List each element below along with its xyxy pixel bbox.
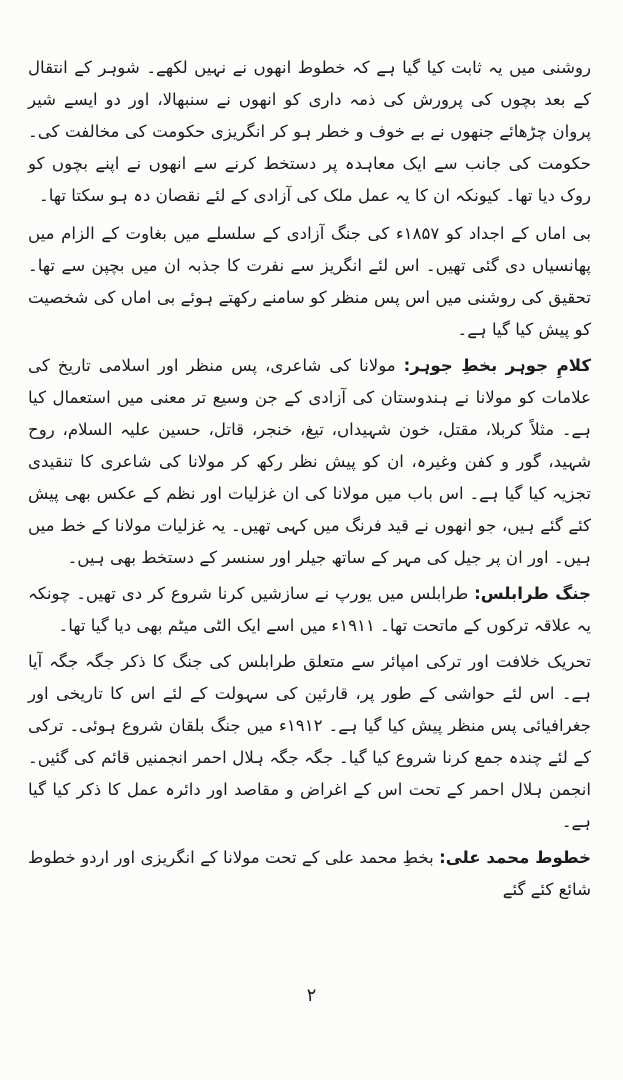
paragraph-text: روشنی میں یہ ثابت کیا گیا ہے کہ خطوط انھوں نے نہیں لکھے۔ شوہر کے انتقال کے بعد بچوں کی پرورش کی ذمہ داری کو انھوں نے سنبھالا، اور دو ایسے شیر پروان چڑھائے جنھوں نے بے خوف و خطر ہو کر انگریزی حکومت کی مخالفت کی۔ حکومت کی جانب سے ایک معاہدہ پر دستخط کرنے سے انھوں نے اپنے بچوں کو روک دیا تھا۔ کیونکہ ان کا یہ عمل ملک کی آزادی کے لئے نقصان دہ ہو سکتا تھا۔ bbox=[28, 58, 591, 205]
section-heading: خطوط محمد علی: bbox=[439, 848, 591, 867]
page-number: ۲ bbox=[306, 985, 317, 1006]
paragraph-text: مولانا کی شاعری، پس منظر اور اسلامی تاریخ کی علامات کو مولانا نے ہندوستان کی آزادی کے جن وسیع تر معنی میں استعمال کیا ہے۔ مثلاً کربلا، مقتل، خون شہیداں، تیغ، خنجر، قاتل، حسین علیہ السلام، روح شہید، گور و کفن وغیرہ، ان کو پیش نظر رکھ کر مولانا کی شاعری کا تنقیدی تجزیہ کیا گیا ہے۔ اس باب میں مولانا کی ان غزلیات اور نظم کے عکس بھی پیش کئے گئے ہیں، جو انھوں نے قید فرنگ میں کہی تھیں۔ یہ غزلیات مولانا کے خط میں ہیں۔ اور ان پر جیل کی مہر کے ساتھ جیلر اور سنسر کے دستخط بھی ہیں۔ bbox=[28, 356, 591, 567]
paragraph-muhammad-ali-letters bbox=[28, 842, 591, 906]
paragraph-bi-amma-ancestors bbox=[28, 218, 591, 346]
paragraph-text: تحریک خلافت اور ترکی امپائر سے متعلق طرابلس کی جنگ کا ذکر جگہ جگہ آیا ہے۔ اس لئے حواشی کے طور پر، قارئین کی سہولت کے لئے اس کا تاریخی اور جغرافیائی پس منظر پیش کیا گیا ہے۔ ۱۹۱۲ء میں جنگ بلقان شروع ہوئی۔ ترکی کے لئے چندہ جمع کرنا شروع کیا گیا۔ جگہ جگہ ہلال احمر انجمنیں قائم کی گئیں۔ انجمن ہلال احمر کے تحت اس کے اغراض و مقاصد اور دائرہ عمل کا ذکر کیا گیا ہے۔ bbox=[28, 652, 591, 831]
paragraph-kalam-e-jauhar bbox=[28, 350, 591, 574]
paragraph-khilafat-movement bbox=[28, 646, 591, 838]
body-text bbox=[28, 52, 591, 906]
section-heading: کلامِ جوہر بخطِ جوہر: bbox=[403, 356, 592, 375]
paragraph-text: بی اماں کے اجداد کو ۱۸۵۷ء کی جنگ آزادی کے سلسلے میں بغاوت کے الزام میں پھانسیاں دی گئی تھیں۔ اس لئے انگریز سے نفرت کا جذبہ ان میں بچپن سے تھا۔ تحقیق کی روشنی میں اس پس منظر کو سامنے رکھتے ہوئے بی اماں کی شخصیت کو پیش کیا گیا ہے۔ bbox=[28, 224, 591, 339]
paragraph-text: طرابلس میں یورپ نے سازشیں کرنا شروع کر دی تھیں۔ چونکہ یہ علاقہ ترکوں کے ماتحت تھا۔ ۱۹۱۱ء میں اسے ایک الٹی میٹم بھی دیا گیا تھا۔ bbox=[28, 584, 591, 635]
section-heading: جنگ طرابلس: bbox=[474, 584, 591, 603]
paragraph-text: بخطِ محمد علی کے تحت مولانا کے انگریزی اور اردو خطوط شائع کئے گئے bbox=[28, 848, 591, 899]
paragraph-husband-letters bbox=[28, 52, 591, 212]
paragraph-tripoli-war bbox=[28, 578, 591, 642]
